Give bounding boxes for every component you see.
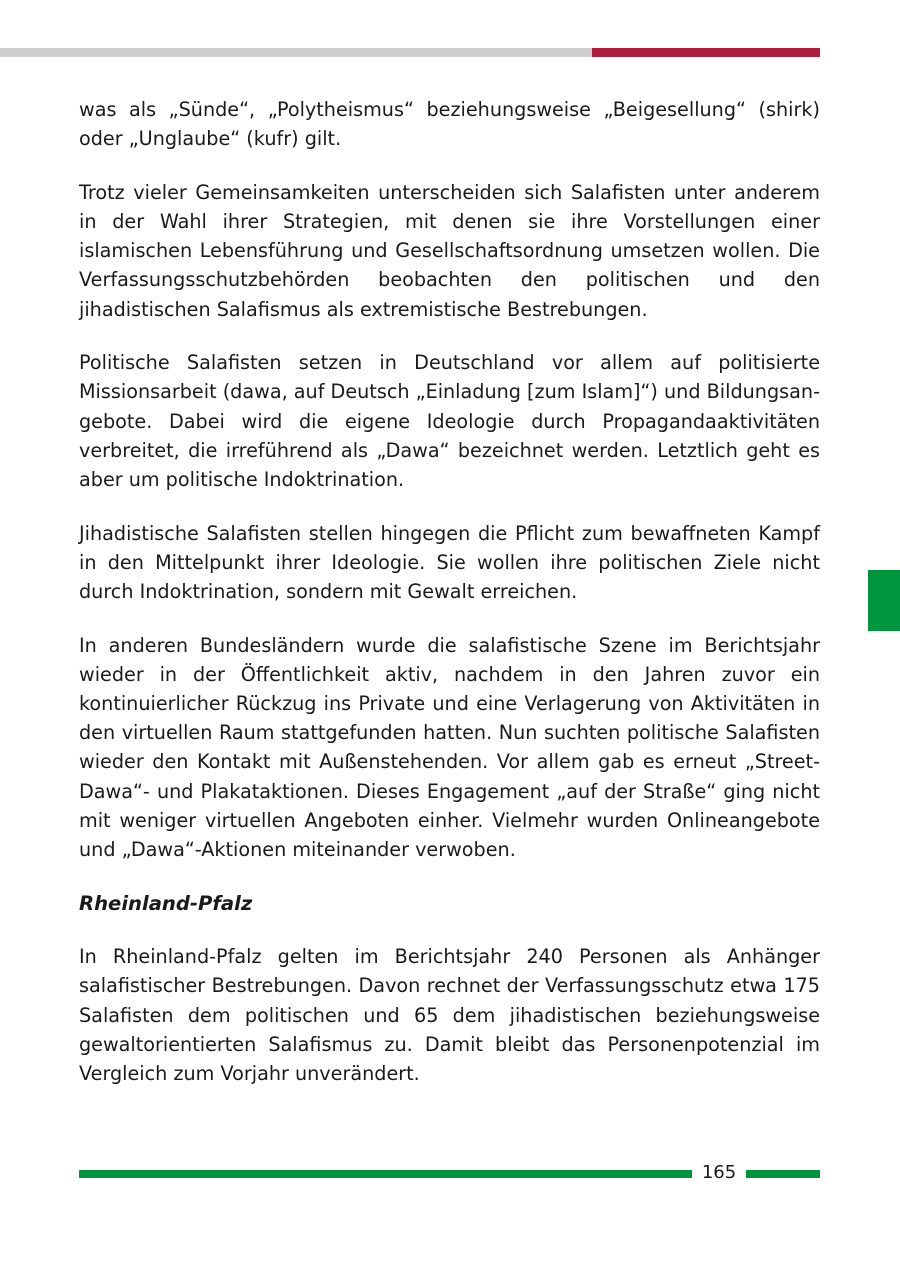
footer-green-rule-right: [746, 1170, 820, 1178]
section-paragraph: In Rheinland-Pfalz gelten im Berichtsjahr 240 Personen als Anhänger salafistischer Bestrebungen. Davon rechnet der Verfassungsschutz etwa 175 Salafisten dem politischen und 65 dem jihadistischen beziehungsweise gewaltorientierten Salafismus zu. Damit bleibt das Personenpotenzial im Vergleich zum Vorjahr unverändert.: [79, 945, 820, 1086]
header-gray-rule: [0, 48, 592, 57]
section-heading: Rheinland-Pfalz: [79, 891, 253, 915]
paragraph-5: In anderen Bundesländern wurde die salafistische Szene im Berichtsjahr wieder in der Öffentlichkeit aktiv, nachdem in den Jahren zuvor ein kontinuierlicher Rückzug ins Private und eine Verlagerung von Aktivitäten in den virtuellen Raum stattgefunden hatten. Nun suchten politische Salafisten wieder den Kontakt mit Außenstehenden. Vor allem gab es erneut „Street-Dawa“- und Plakataktionen. Dieses Engagement „auf der Straße“ ging nicht mit weniger virtuellen Angeboten einher. Vielmehr wurden Onlineangebote und „Dawa“-Aktionen miteinander verwoben.: [79, 633, 820, 862]
chapter-tab-marker: [868, 570, 900, 631]
paragraph-4: Jihadistische Salafisten stellen hingegen die Pflicht zum bewaffneten Kampf in den Mittelpunkt ihrer Ideologie. Sie wollen ihre politischen Ziele nicht durch Indoktrination, sondern mit Gewalt erreichen.: [79, 521, 820, 604]
paragraph-2: Trotz vieler Gemeinsamkeiten unterscheiden sich Salafisten unter anderem in der Wahl ihrer Strategien, mit denen sie ihre Vorstellungen einer islamischen Lebensführung und Gesellschaftsordnung umsetzen wollen. Die Verfassungsschutzbehörden beobachten den politischen und den jihadistischen Salafismus als extremistische Bestrebungen.: [79, 180, 820, 321]
page-body: [79, 95, 820, 1113]
footer-green-rule-left: [79, 1170, 692, 1178]
page-number: 165: [701, 1162, 737, 1183]
paragraph-3: Politische Salafisten setzen in Deutschland vor allem auf politisierte Missionsarbeit (dawa, auf Deutsch „Einladung [zum Islam]“) und Bildungsangebote. Dabei wird die eigene Ideologie durch Propagandaaktivitäten verbreitet, die irreführend als „Dawa“ bezeichnet werden. Letztlich geht es aber um politische Indoktrination.: [79, 351, 820, 492]
paragraph-1: was als „Sünde“, „Polytheismus“ beziehungsweise „Beigesellung“ (shirk) oder „Unglaube“ (kufr) gilt.: [79, 98, 820, 151]
header-red-rule: [592, 48, 820, 57]
